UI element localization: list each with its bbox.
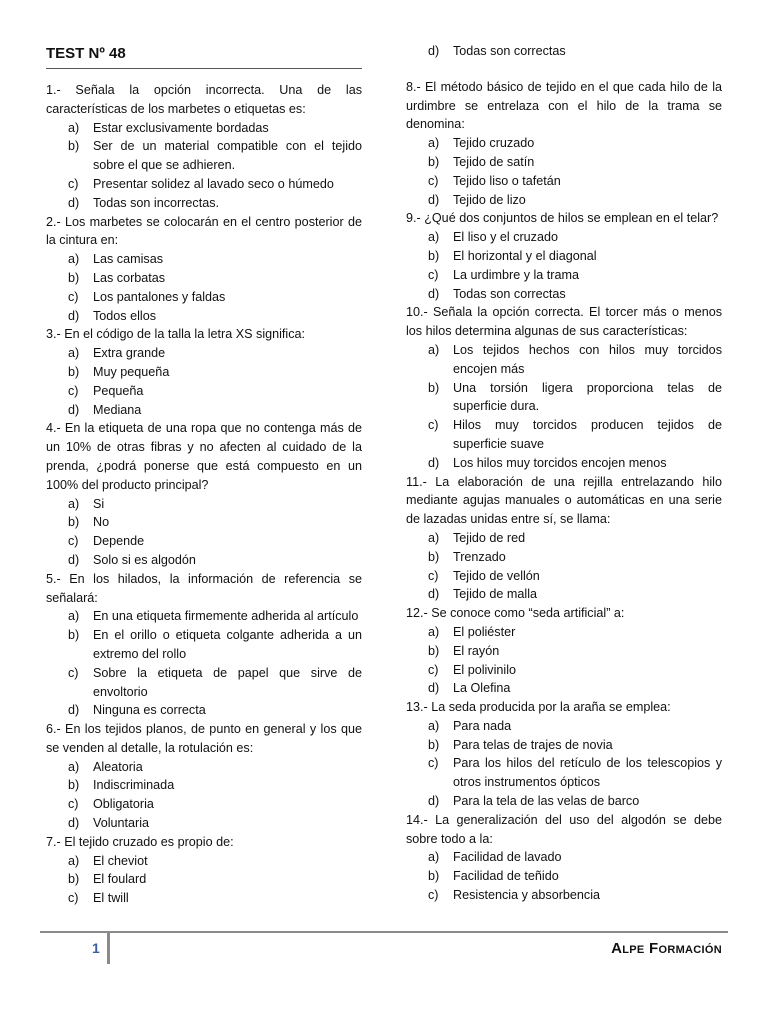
answer-option bbox=[46, 795, 362, 814]
answer-option bbox=[46, 269, 362, 288]
answer-option bbox=[46, 382, 362, 401]
option-letter: b) bbox=[68, 270, 80, 285]
option-text: Mediana bbox=[93, 402, 142, 417]
option-letter: b) bbox=[428, 869, 440, 884]
option-text: Para telas de trajes de novia bbox=[453, 737, 613, 752]
answer-option bbox=[46, 664, 362, 702]
question-text: 2.- Los marbetes se colocarán en el centro posterior de la cintura en: bbox=[46, 214, 362, 248]
option-text: El horizontal y el diagonal bbox=[453, 248, 597, 263]
option-letter: a) bbox=[68, 120, 80, 135]
option-text: Los hilos muy torcidos encojen menos bbox=[453, 455, 667, 470]
option-text: Depende bbox=[93, 534, 145, 549]
left-question-list bbox=[46, 81, 362, 908]
footer-tick bbox=[107, 932, 110, 964]
option-7d bbox=[406, 42, 722, 61]
answer-option bbox=[46, 607, 362, 626]
answer-option bbox=[406, 134, 722, 153]
answer-option bbox=[406, 585, 722, 604]
answer-option bbox=[46, 363, 362, 382]
option-letter: c) bbox=[68, 176, 79, 191]
option-letter: a) bbox=[428, 624, 440, 639]
question-block bbox=[46, 213, 362, 326]
question-text: 13.- La seda producida por la araña se emplea: bbox=[406, 700, 671, 715]
question-text: 12.- Se conoce como “seda artificial” a: bbox=[406, 606, 625, 621]
option-text: Tejido de lizo bbox=[453, 192, 526, 207]
option-text: El polivinilo bbox=[453, 662, 516, 677]
option-text: Aleatoria bbox=[93, 759, 143, 774]
option-letter: c) bbox=[68, 891, 79, 906]
option-text: La urdimbre y la trama bbox=[453, 267, 579, 282]
answer-option bbox=[406, 567, 722, 586]
option-letter: c) bbox=[428, 568, 439, 583]
option-letter: a) bbox=[428, 230, 440, 245]
question-block bbox=[46, 81, 362, 213]
option-letter: c) bbox=[68, 665, 79, 680]
option-text: Presentar solidez al lavado seco o húmedo bbox=[93, 176, 334, 191]
answer-option bbox=[406, 623, 722, 642]
option-letter: a) bbox=[68, 496, 80, 511]
answer-option bbox=[406, 247, 722, 266]
answer-option bbox=[406, 867, 722, 886]
option-letter: a) bbox=[68, 759, 80, 774]
question-text: 4.- En la etiqueta de una ropa que no contenga más de un 10% de otras fibras y no afecten al cuidado de la prenda, ¿podrá ponerse que está compuesto en un 100% del producto principal? bbox=[46, 421, 362, 492]
option-letter: a) bbox=[68, 252, 80, 267]
option-letter: b) bbox=[68, 364, 80, 379]
option-text: Si bbox=[93, 496, 105, 511]
option-text: Solo si es algodón bbox=[93, 552, 196, 567]
option-letter: d) bbox=[428, 587, 440, 602]
option-text: Todas son incorrectas. bbox=[93, 195, 219, 210]
answer-option bbox=[46, 401, 362, 420]
option-text: Facilidad de teñido bbox=[453, 869, 559, 884]
answer-option bbox=[406, 228, 722, 247]
question-text: 9.- ¿Qué dos conjuntos de hilos se emplean en el telar? bbox=[406, 211, 719, 226]
answer-option bbox=[46, 495, 362, 514]
option-text: Tejido de satín bbox=[453, 154, 535, 169]
question-block bbox=[406, 811, 722, 905]
answer-option bbox=[46, 250, 362, 269]
right-question-list bbox=[406, 78, 722, 905]
question-block bbox=[406, 473, 722, 605]
question-block bbox=[46, 325, 362, 419]
answer-option bbox=[46, 137, 362, 175]
answer-option bbox=[406, 191, 722, 210]
answer-option bbox=[46, 701, 362, 720]
question-block bbox=[406, 209, 722, 303]
option-letter: c) bbox=[68, 383, 79, 398]
option-text: Pequeña bbox=[93, 383, 144, 398]
answer-option bbox=[46, 776, 362, 795]
option-letter: b) bbox=[428, 643, 440, 658]
option-letter: b) bbox=[428, 380, 440, 395]
option-letter: d) bbox=[428, 286, 440, 301]
question-text: 10.- Señala la opción correcta. El torcer más o menos los hilos determina algunas de sus características: bbox=[406, 305, 722, 339]
option-letter: d) bbox=[68, 816, 80, 831]
option-letter: b) bbox=[428, 737, 440, 752]
option-text: El liso y el cruzado bbox=[453, 230, 558, 245]
answer-option bbox=[46, 288, 362, 307]
option-letter: d) bbox=[68, 308, 80, 323]
option-letter: a) bbox=[428, 136, 440, 151]
option-letter: a) bbox=[428, 342, 440, 357]
page-number: 1 bbox=[92, 940, 100, 956]
question-text: 6.- En los tejidos planos, de punto en general y los que se venden al detalle, la rotulación es: bbox=[46, 722, 362, 755]
option-text: Resistencia y absorbencia bbox=[453, 888, 601, 903]
answer-option bbox=[46, 344, 362, 363]
option-text: Todas son correctas bbox=[453, 44, 566, 58]
option-text: Sobre la etiqueta de papel que sirve de envoltorio bbox=[93, 665, 362, 699]
right-column bbox=[406, 0, 722, 905]
option-letter: a) bbox=[428, 530, 440, 545]
answer-option bbox=[46, 175, 362, 194]
answer-option bbox=[46, 194, 362, 213]
option-letter: c) bbox=[68, 797, 79, 812]
option-letter: b) bbox=[68, 628, 80, 643]
option-letter: c) bbox=[428, 267, 439, 282]
option-letter: a) bbox=[428, 718, 440, 733]
option-text: Tejido de vellón bbox=[453, 568, 540, 583]
answer-option bbox=[46, 758, 362, 777]
option-text: Los tejidos hechos con hilos muy torcidos encojen más bbox=[453, 342, 722, 376]
option-letter: d) bbox=[428, 44, 440, 58]
option-letter: d) bbox=[68, 402, 80, 417]
question-text: 1.- Señala la opción incorrecta. Una de las características de los marbetes o etiquetas es: bbox=[46, 83, 362, 116]
option-letter: d) bbox=[428, 681, 440, 696]
option-text: El rayón bbox=[453, 643, 500, 658]
answer-option bbox=[406, 661, 722, 680]
option-letter: c) bbox=[428, 418, 439, 433]
option-text: Ninguna es correcta bbox=[93, 703, 206, 718]
option-letter: a) bbox=[68, 346, 80, 361]
answer-option bbox=[406, 886, 722, 905]
answer-option bbox=[406, 454, 722, 473]
option-letter: c) bbox=[68, 289, 79, 304]
option-text: Voluntaria bbox=[93, 816, 150, 831]
option-text: Muy pequeña bbox=[93, 364, 170, 379]
answer-option bbox=[406, 717, 722, 736]
option-letter: d) bbox=[68, 195, 80, 210]
question-text: 5.- En los hilados, la información de referencia se señalará: bbox=[46, 571, 362, 605]
answer-option bbox=[406, 153, 722, 172]
option-letter: b) bbox=[428, 154, 440, 169]
option-letter: b) bbox=[68, 778, 80, 793]
option-text: No bbox=[93, 515, 110, 530]
option-letter: d) bbox=[428, 192, 440, 207]
option-letter: b) bbox=[428, 248, 440, 263]
option-text: Obligatoria bbox=[93, 797, 154, 812]
option-letter: d) bbox=[428, 794, 440, 809]
option-text: Ser de un material compatible con el tejido sobre el que se adhieren. bbox=[93, 139, 362, 173]
answer-option bbox=[406, 529, 722, 548]
answer-option bbox=[46, 889, 362, 908]
answer-option bbox=[406, 754, 722, 792]
answer-option bbox=[406, 172, 722, 191]
option-text: Extra grande bbox=[93, 346, 166, 361]
option-text: Facilidad de lavado bbox=[453, 850, 562, 865]
option-text: Tejido cruzado bbox=[453, 136, 535, 151]
option-text: Las camisas bbox=[93, 252, 163, 267]
option-text: Para los hilos del retículo de los telescopios y otros instrumentos ópticos bbox=[453, 756, 722, 790]
option-text: Tejido de red bbox=[453, 530, 526, 545]
option-text: Tejido de malla bbox=[453, 587, 538, 602]
answer-option bbox=[406, 848, 722, 867]
option-letter: b) bbox=[68, 515, 80, 530]
option-text: Para nada bbox=[453, 718, 512, 733]
answer-option bbox=[46, 551, 362, 570]
question-text: 8.- El método básico de tejido en el que cada hilo de la urdimbre se entrelaza con el hilo de la trama se denomina: bbox=[406, 79, 722, 132]
question-text: 3.- En el código de la talla la letra XS significa: bbox=[46, 327, 306, 342]
answer-option bbox=[406, 266, 722, 285]
question-block bbox=[406, 604, 722, 698]
question-block bbox=[406, 698, 722, 811]
option-text: Para la tela de las velas de barco bbox=[453, 794, 640, 809]
option-text: Hilos muy torcidos producen tejidos de superficie suave bbox=[453, 418, 722, 451]
question-block bbox=[46, 833, 362, 908]
option-text: En una etiqueta firmemente adherida al artículo bbox=[93, 609, 359, 624]
option-letter: a) bbox=[68, 609, 80, 624]
page-title: TEST Nº 48 bbox=[46, 42, 362, 69]
option-text: El poliéster bbox=[453, 624, 516, 639]
option-text: El foulard bbox=[93, 872, 147, 887]
question-block bbox=[406, 78, 722, 210]
option-letter: c) bbox=[428, 756, 439, 771]
answer-option bbox=[406, 341, 722, 379]
answer-option bbox=[46, 626, 362, 664]
footer-divider bbox=[40, 931, 728, 933]
option-letter: b) bbox=[428, 549, 440, 564]
answer-option bbox=[46, 307, 362, 326]
answer-option bbox=[406, 548, 722, 567]
option-text: En el orillo o etiqueta colgante adherida a un extremo del rollo bbox=[93, 628, 362, 661]
option-text: Indiscriminada bbox=[93, 778, 175, 793]
option-letter: a) bbox=[68, 853, 80, 868]
option-letter: c) bbox=[428, 173, 439, 188]
answer-option bbox=[406, 792, 722, 811]
option-text: La Olefina bbox=[453, 681, 511, 696]
question-block bbox=[46, 570, 362, 720]
question-block bbox=[406, 303, 722, 472]
question-text: 11.- La elaboración de una rejilla entrelazando hilo mediante agujas manuales o automáticas en una serie de lazadas unidas entre sí, se llama: bbox=[406, 474, 722, 527]
answer-option bbox=[406, 679, 722, 698]
option-letter: d) bbox=[428, 455, 440, 470]
option-letter: a) bbox=[428, 850, 440, 865]
option-text: Tejido liso o tafetán bbox=[453, 173, 561, 188]
left-column bbox=[46, 0, 362, 908]
answer-option bbox=[46, 119, 362, 138]
answer-option bbox=[46, 532, 362, 551]
answer-option bbox=[406, 736, 722, 755]
answer-option bbox=[406, 416, 722, 454]
answer-option bbox=[46, 814, 362, 833]
question-block bbox=[46, 720, 362, 833]
option-letter: c) bbox=[428, 888, 439, 903]
option-letter: d) bbox=[68, 552, 80, 567]
question-text: 7.- El tejido cruzado es propio de: bbox=[46, 834, 234, 849]
option-text: Las corbatas bbox=[93, 270, 166, 285]
option-text: Todas son correctas bbox=[453, 286, 566, 301]
option-letter: b) bbox=[68, 139, 80, 154]
option-text: El twill bbox=[93, 891, 129, 906]
question-text: 14.- La generalización del uso del algodón se debe sobre todo a la: bbox=[406, 812, 722, 846]
option-letter: d) bbox=[68, 703, 80, 718]
question-block bbox=[46, 419, 362, 569]
answer-option bbox=[46, 513, 362, 532]
option-text: El cheviot bbox=[93, 853, 148, 868]
option-text: Estar exclusivamente bordadas bbox=[93, 120, 269, 135]
option-text: Los pantalones y faldas bbox=[93, 289, 226, 304]
answer-option bbox=[46, 852, 362, 871]
option-text: Trenzado bbox=[453, 549, 506, 564]
answer-option bbox=[406, 642, 722, 661]
answer-option bbox=[406, 379, 722, 417]
option-letter: c) bbox=[428, 662, 439, 677]
option-text: Una torsión ligera proporciona telas de superficie dura. bbox=[453, 380, 722, 414]
brand-name: Alpe Formación bbox=[611, 940, 722, 957]
answer-option bbox=[406, 285, 722, 304]
option-text: Todos ellos bbox=[93, 308, 157, 323]
option-letter: b) bbox=[68, 872, 80, 887]
answer-option bbox=[46, 870, 362, 889]
option-letter: c) bbox=[68, 534, 79, 549]
